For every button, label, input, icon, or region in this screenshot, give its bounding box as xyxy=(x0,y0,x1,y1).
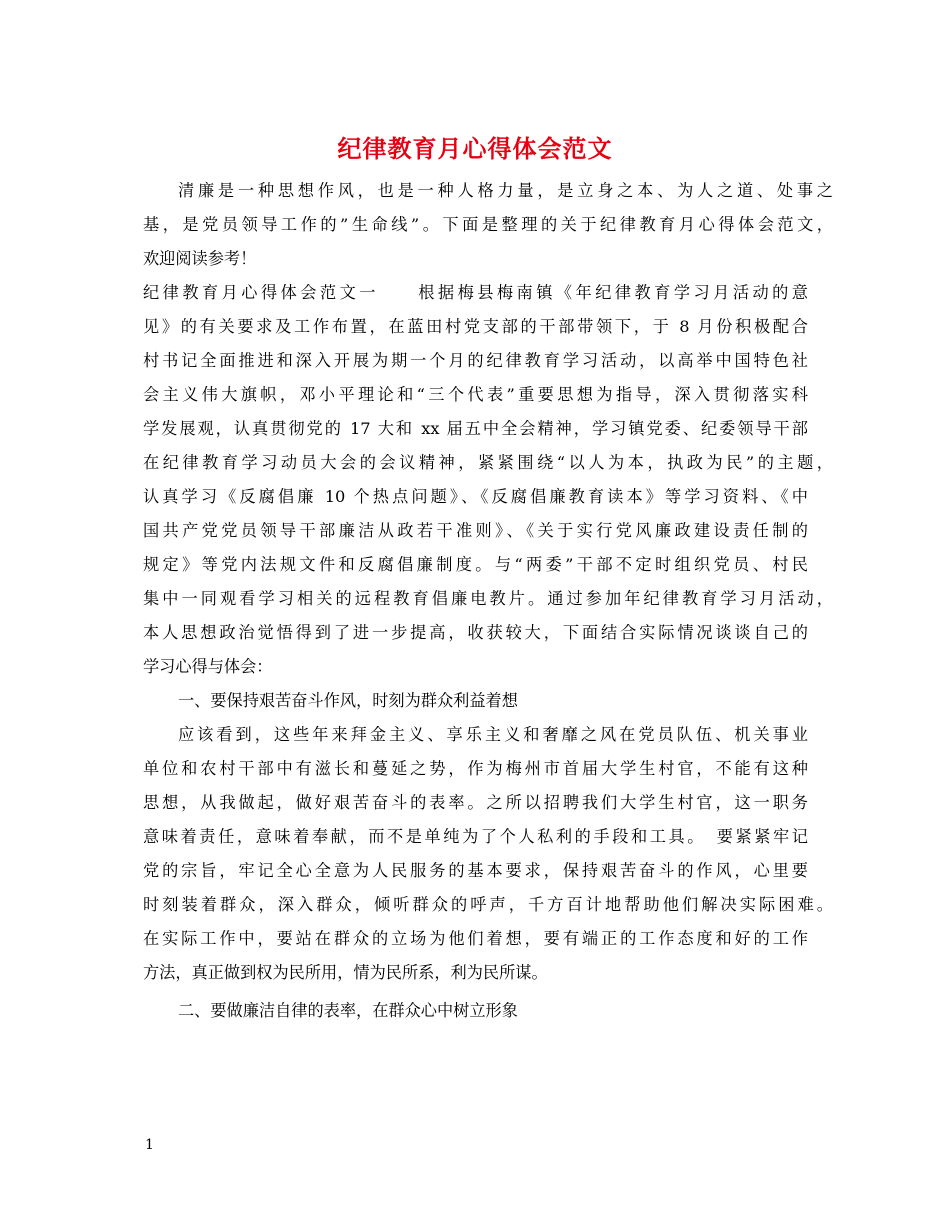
text-line: 单位和农村干部中有滋长和蔓延之势，作为梅州市首届大学生村官，不能有这种 xyxy=(143,759,808,778)
text-line: 在实际工作中，要站在群众的立场为他们着想，要有端正的工作态度和好的工作 xyxy=(143,929,808,948)
text-line: 学发展观，认真贯彻党的 17 大和 xx 届五中全会精神，学习镇党委、纪委领导干部 xyxy=(143,419,808,438)
text-line: 时刻装着群众，深入群众，倾听群众的呼声，千方百计地帮助他们解决实际困难。 xyxy=(143,895,833,914)
section-heading: 一、要保持艰苦奋斗作风，时刻为群众利益着想 xyxy=(178,691,518,710)
text-line: 会主义伟大旗帜，邓小平理论和“三个代表”重要思想为指导，深入贯彻落实科 xyxy=(143,385,808,404)
text-line: 国共产党党员领导干部廉洁从政若干准则》、《关于实行党风廉政建设责任制的 xyxy=(143,521,808,540)
page-number: 1 xyxy=(145,1137,154,1153)
text-line: 本人思想政治觉悟得到了进一步提高，收获较大，下面结合实际情况谈谈自己的 xyxy=(143,623,808,642)
text-line: 集中一同观看学习相关的远程教育倡廉电教片。通过参加年纪律教育学习月活动， xyxy=(143,589,833,608)
text-line: 认真学习《反腐倡廉 10 个热点问题》、《反腐倡廉教育读本》等学习资料、《中 xyxy=(143,487,808,506)
text-line: 在纪律教育学习动员大会的会议精神，紧紧围绕“以人为本，执政为民”的主题， xyxy=(143,453,833,472)
text-line: 思想，从我做起，做好艰苦奋斗的表率。之所以招聘我们大学生村官，这一职务 xyxy=(143,793,808,812)
text-line: 党的宗旨，牢记全心全意为人民服务的基本要求，保持艰苦奋斗的作风，心里要 xyxy=(143,861,808,880)
text-line: 方法，真正做到权为民所用，情为民所系，利为民所谋。 xyxy=(143,963,548,982)
text-line: 纪律教育月心得体会范文一 根据梅县梅南镇《年纪律教育学习月活动的意 xyxy=(143,283,808,302)
section-heading: 二、要做廉洁自律的表率，在群众心中树立形象 xyxy=(178,1001,518,1020)
text-line: 村书记全面推进和深入开展为期一个月的纪律教育学习活动，以高举中国特色社 xyxy=(143,351,808,370)
text-line: 欢迎阅读参考！ xyxy=(143,249,257,268)
text-line: 规定》等党内法规文件和反腐倡廉制度。与“两委”干部不定时组织党员、村民 xyxy=(143,555,808,574)
text-line: 意味着责任，意味着奉献，而不是单纯为了个人私利的手段和工具。 要紧紧牢记 xyxy=(143,827,808,846)
text-line: 学习心得与体会： xyxy=(143,657,273,676)
document-title: 纪律教育月心得体会范文 xyxy=(337,134,613,163)
text-line: 应该看到，这些年来拜金主义、享乐主义和奢靡之风在党员队伍、机关事业 xyxy=(178,725,808,744)
text-line: 清廉是一种思想作风，也是一种人格力量，是立身之本、为人之道、处事之 xyxy=(178,181,833,200)
text-line: 基，是党员领导工作的”生命线”。下面是整理的关于纪律教育月心得体会范文， xyxy=(143,215,833,234)
text-line: 见》的有关要求及工作布置，在蓝田村党支部的干部带领下，于 8 月份积极配合 xyxy=(143,317,808,336)
